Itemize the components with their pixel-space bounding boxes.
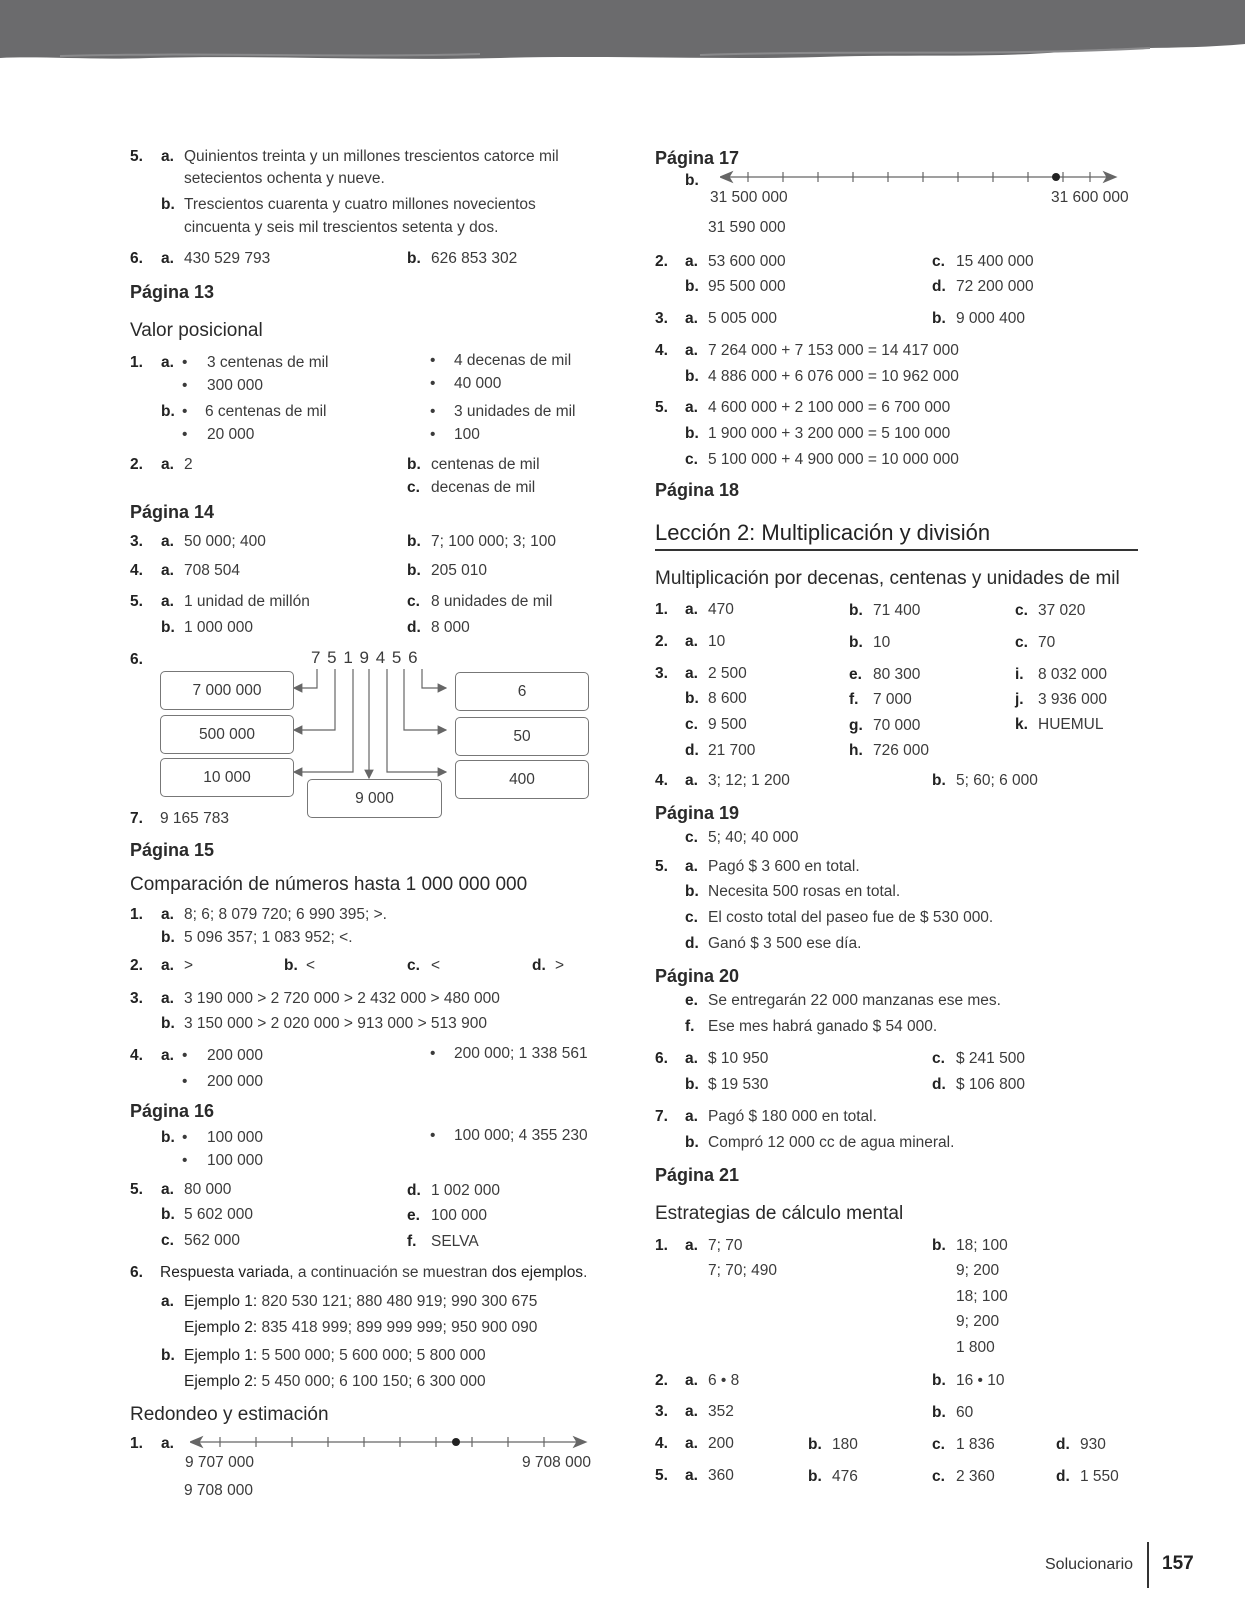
m4b-letter: b. xyxy=(932,772,946,789)
q7-number: 7. xyxy=(130,810,143,827)
c2b-letter: b. xyxy=(284,957,298,974)
m1c-answer: 37 020 xyxy=(1038,602,1086,619)
r5b-answer: 1 900 000 + 3 200 000 = 5 100 000 xyxy=(708,425,951,442)
heading-pagina-13: Página 13 xyxy=(130,282,215,302)
e2a-letter: a. xyxy=(685,1372,698,1389)
e3b-answer: 60 xyxy=(956,1404,974,1421)
r5a-answer: 4 600 000 + 2 100 000 = 6 700 000 xyxy=(708,399,951,416)
vp1a-item3: 4 decenas de mil xyxy=(454,352,572,369)
r4-number: 4. xyxy=(655,342,668,359)
r2d-answer: 72 200 000 xyxy=(956,278,1034,295)
m4-number: 4. xyxy=(655,772,668,789)
c1-number: 1. xyxy=(130,906,143,923)
c3b-letter: b. xyxy=(161,1015,175,1032)
m3g-letter: g. xyxy=(849,717,863,734)
p16-5a-letter: a. xyxy=(161,1181,174,1198)
heading-pagina-20: Página 20 xyxy=(655,966,740,986)
e1b-line2: 9; 200 xyxy=(956,1262,1000,1279)
bullet: • xyxy=(182,1047,188,1064)
vp1b-item1: 6 centenas de mil xyxy=(205,403,327,420)
p20-7-number: 7. xyxy=(655,1108,668,1125)
footer-divider xyxy=(1147,1542,1149,1588)
heading-pagina-21: Página 21 xyxy=(655,1165,740,1185)
m1b-answer: 71 400 xyxy=(873,602,921,619)
p16-6b-example1: Ejemplo 1: 5 500 000; 5 600 000; 5 800 000 xyxy=(184,1347,486,1364)
m3d-letter: d. xyxy=(685,742,699,759)
r2-number: 2. xyxy=(655,253,668,270)
q3b-answer: 7; 100 000; 3; 100 xyxy=(431,533,556,550)
c2d-answer: > xyxy=(555,957,565,974)
c3a-answer: 3 190 000 > 2 720 000 > 2 432 000 > 480 000 xyxy=(184,990,500,1007)
m1a-answer: 470 xyxy=(708,601,734,618)
q5b-line2: cincuenta y seis mil trescientos setenta y dos. xyxy=(184,219,499,236)
r3a-answer: 5 005 000 xyxy=(708,310,777,327)
m2b-answer: 10 xyxy=(873,634,891,651)
m2a-answer: 10 xyxy=(708,633,726,650)
q5a-line1: Quinientos treinta y un millones trescientos catorce mil xyxy=(184,148,559,165)
e1a-line1: 7; 70 xyxy=(708,1237,743,1254)
vp1b-item4: 100 xyxy=(454,426,480,443)
p20-7b-answer: Compró 12 000 cc de agua mineral. xyxy=(708,1134,955,1151)
e5d-answer: 1 550 xyxy=(1080,1468,1119,1485)
e5a-answer: 360 xyxy=(708,1467,734,1484)
number-line-2 xyxy=(720,167,1120,187)
r2a-answer: 53 600 000 xyxy=(708,253,786,270)
q5-14c-letter: c. xyxy=(407,593,420,610)
p16-5c-letter: c. xyxy=(161,1232,174,1249)
place-box-500000: 500 000 xyxy=(160,715,294,754)
m3j-answer: 3 936 000 xyxy=(1038,691,1107,708)
bullet: • xyxy=(182,1129,188,1146)
p20f-letter: f. xyxy=(685,1018,695,1035)
bullet: • xyxy=(430,352,436,369)
p20-6c-letter: c. xyxy=(932,1050,945,1067)
m3a-letter: a. xyxy=(685,665,698,682)
r4a-letter: a. xyxy=(685,342,698,359)
heading-pagina-15: Página 15 xyxy=(130,840,215,860)
r4b-letter: b. xyxy=(685,368,699,385)
q4b-letter: b. xyxy=(407,562,421,579)
p20-6-number: 6. xyxy=(655,1050,668,1067)
p19-5c-letter: c. xyxy=(685,909,698,926)
m2b-letter: b. xyxy=(849,634,863,651)
heading-pagina-17: Página 17 xyxy=(655,148,740,168)
vp2c-letter: c. xyxy=(407,479,420,496)
q4a-letter: a. xyxy=(161,562,174,579)
m3f-answer: 7 000 xyxy=(873,691,912,708)
q4a-answer: 708 504 xyxy=(184,562,241,579)
p16-5d-letter: d. xyxy=(407,1182,421,1199)
q6a-letter: a. xyxy=(161,250,174,267)
m3j-letter: j. xyxy=(1015,691,1024,708)
c2d-letter: d. xyxy=(532,957,546,974)
heading-multiplicacion: Multiplicación por decenas, centenas y unidades de mil xyxy=(655,568,1120,589)
r1a-letter: a. xyxy=(161,1435,174,1452)
e1a-line2: 7; 70; 490 xyxy=(708,1262,777,1279)
e3a-letter: a. xyxy=(685,1403,698,1420)
q3-number: 3. xyxy=(130,533,143,550)
p16-6a-example2: Ejemplo 2: 835 418 999; 899 999 999; 950 900 090 xyxy=(184,1319,538,1336)
vp2a-answer: 2 xyxy=(184,456,193,473)
vp2a-letter: a. xyxy=(161,456,174,473)
m3c-letter: c. xyxy=(685,716,698,733)
c1a-letter: a. xyxy=(161,906,174,923)
m4a-letter: a. xyxy=(685,772,698,789)
r4b-answer: 4 886 000 + 6 076 000 = 10 962 000 xyxy=(708,368,959,385)
bullet: • xyxy=(182,426,188,443)
m3k-answer: HUEMUL xyxy=(1038,716,1104,733)
c4a-item1: 200 000 xyxy=(207,1047,264,1064)
q5-14b-letter: b. xyxy=(161,619,175,636)
p19-5a-answer: Pagó $ 3 600 en total. xyxy=(708,858,860,875)
e4d-letter: d. xyxy=(1056,1436,1070,1453)
e4a-answer: 200 xyxy=(708,1435,734,1452)
r5c-answer: 5 100 000 + 4 900 000 = 10 000 000 xyxy=(708,451,959,468)
c4a-item3: 200 000; 1 338 561 xyxy=(454,1045,588,1062)
q5-14a-answer: 1 unidad de millón xyxy=(184,593,310,610)
e5a-letter: a. xyxy=(685,1467,698,1484)
c3b-answer: 3 150 000 > 2 020 000 > 913 000 > 513 900 xyxy=(184,1015,487,1032)
c2c-answer: < xyxy=(431,957,441,974)
bullet: • xyxy=(430,1127,436,1144)
m2c-answer: 70 xyxy=(1038,634,1056,651)
number-line-1-left-label: 9 707 000 xyxy=(185,1454,254,1471)
e5-number: 5. xyxy=(655,1467,668,1484)
m3h-letter: h. xyxy=(849,742,863,759)
p20e-answer: Se entregarán 22 000 manzanas ese mes. xyxy=(708,992,1001,1009)
c3a-letter: a. xyxy=(161,990,174,1007)
place-box-9000: 9 000 xyxy=(307,779,442,818)
bullet: • xyxy=(430,375,436,392)
p16b-item2: 100 000 xyxy=(207,1152,264,1169)
q5-14a-letter: a. xyxy=(161,593,174,610)
number-line-2-left-label: 31 500 000 xyxy=(710,189,788,206)
p16-6a-letter: a. xyxy=(161,1293,174,1310)
e3-number: 3. xyxy=(655,1403,668,1420)
p19-5-number: 5. xyxy=(655,858,668,875)
p20-6a-letter: a. xyxy=(685,1050,698,1067)
vp2-number: 2. xyxy=(130,456,143,473)
p19-5b-answer: Necesita 500 rosas en total. xyxy=(708,883,901,900)
number-line-2-right-label: 31 600 000 xyxy=(1051,189,1129,206)
m3c-answer: 9 500 xyxy=(708,716,747,733)
lesson-underline xyxy=(655,549,1138,551)
e4c-answer: 1 836 xyxy=(956,1436,995,1453)
footer-label: Solucionario xyxy=(1045,1556,1134,1573)
q7-answer: 9 165 783 xyxy=(160,810,229,827)
p19-5c-answer: El costo total del paseo fue de $ 530 000. xyxy=(708,909,994,926)
m3a-answer: 2 500 xyxy=(708,665,747,682)
q5-14d-letter: d. xyxy=(407,619,421,636)
p20e-letter: e. xyxy=(685,992,698,1009)
place-box-50: 50 xyxy=(455,717,589,756)
vp1b-letter: b. xyxy=(161,403,175,420)
c2a-answer: > xyxy=(184,957,194,974)
p16-5d-answer: 1 002 000 xyxy=(431,1182,500,1199)
c4a-item2: 200 000 xyxy=(207,1073,264,1090)
c3-number: 3. xyxy=(130,990,143,1007)
q6b-letter: b. xyxy=(407,250,421,267)
p20-6a-answer: $ 10 950 xyxy=(708,1050,769,1067)
e5d-letter: d. xyxy=(1056,1468,1070,1485)
page-number: 157 xyxy=(1162,1553,1194,1574)
e4b-answer: 180 xyxy=(832,1436,858,1453)
m1a-letter: a. xyxy=(685,601,698,618)
vp2b-answer: centenas de mil xyxy=(431,456,540,473)
p20-6b-answer: $ 19 530 xyxy=(708,1076,769,1093)
r5c-letter: c. xyxy=(685,451,698,468)
heading-leccion-2: Lección 2: Multiplicación y división xyxy=(655,520,991,545)
place-box-10000: 10 000 xyxy=(160,758,294,797)
e1b-line1: 18; 100 xyxy=(956,1237,1008,1254)
p16-6b-example2: Ejemplo 2: 5 450 000; 6 100 150; 6 300 000 xyxy=(184,1373,486,1390)
r3b-letter: b. xyxy=(932,310,946,327)
m3f-letter: f. xyxy=(849,691,859,708)
e3b-letter: b. xyxy=(932,1404,946,1421)
bullet: • xyxy=(182,377,188,394)
m3e-answer: 80 300 xyxy=(873,666,921,683)
c1b-letter: b. xyxy=(161,929,175,946)
heading-valor-posicional: Valor posicional xyxy=(130,320,263,341)
c2a-letter: a. xyxy=(161,957,174,974)
p16b-letter: b. xyxy=(161,1129,175,1146)
q5a-line2: setecientos ochenta y nueve. xyxy=(184,170,385,187)
p16-5b-letter: b. xyxy=(161,1206,175,1223)
number-line-1 xyxy=(190,1432,590,1452)
p19-5d-letter: d. xyxy=(685,935,699,952)
m3g-answer: 70 000 xyxy=(873,717,921,734)
m2a-letter: a. xyxy=(685,633,698,650)
p16-6-number: 6. xyxy=(130,1264,143,1281)
p20-6c-answer: $ 241 500 xyxy=(956,1050,1025,1067)
e4d-answer: 930 xyxy=(1080,1436,1106,1453)
number-line-1-right-label: 9 708 000 xyxy=(522,1454,591,1471)
heading-pagina-19: Página 19 xyxy=(655,803,740,823)
p16-5e-letter: e. xyxy=(407,1207,420,1224)
m3d-answer: 21 700 xyxy=(708,742,756,759)
m2-number: 2. xyxy=(655,633,668,650)
m3i-letter: i. xyxy=(1015,666,1024,683)
p16b-item3: 100 000; 4 355 230 xyxy=(454,1127,588,1144)
e5c-letter: c. xyxy=(932,1468,945,1485)
q3a-letter: a. xyxy=(161,533,174,550)
e1b-line5: 1 800 xyxy=(956,1339,995,1356)
bullet: • xyxy=(182,354,188,371)
r5a-letter: a. xyxy=(685,399,698,416)
q5b-line1: Trescientos cuarenta y cuatro millones novecientos xyxy=(184,196,536,213)
c1b-answer: 5 096 357; 1 083 952; <. xyxy=(184,929,353,946)
r2c-answer: 15 400 000 xyxy=(956,253,1034,270)
p20f-answer: Ese mes habrá ganado $ 54 000. xyxy=(708,1018,938,1035)
e5b-letter: b. xyxy=(808,1468,822,1485)
vp2b-letter: b. xyxy=(407,456,421,473)
r3b-answer: 9 000 400 xyxy=(956,310,1025,327)
e4b-letter: b. xyxy=(808,1436,822,1453)
c2b-answer: < xyxy=(306,957,316,974)
p20-7b-letter: b. xyxy=(685,1134,699,1151)
vp1a-item4: 40 000 xyxy=(454,375,502,392)
r3-number: 3. xyxy=(655,310,668,327)
m3e-letter: e. xyxy=(849,666,862,683)
vp1b-item2: 20 000 xyxy=(207,426,255,443)
r1-number: 1. xyxy=(130,1435,143,1452)
p16-5e-answer: 100 000 xyxy=(431,1207,488,1224)
e1b-line3: 18; 100 xyxy=(956,1288,1008,1305)
e1a-letter: a. xyxy=(685,1237,698,1254)
p20-7a-letter: a. xyxy=(685,1108,698,1125)
p20-6b-letter: b. xyxy=(685,1076,699,1093)
e1b-letter: b. xyxy=(932,1237,946,1254)
m3h-answer: 726 000 xyxy=(873,742,930,759)
vp2c-answer: decenas de mil xyxy=(431,479,536,496)
q3b-letter: b. xyxy=(407,533,421,550)
q6-number: 6. xyxy=(130,250,143,267)
e4a-letter: a. xyxy=(685,1435,698,1452)
r2a-letter: a. xyxy=(685,253,698,270)
p19-5d-answer: Ganó $ 3 500 ese día. xyxy=(708,935,862,952)
place-box-400: 400 xyxy=(455,760,589,799)
p20-7a-answer: Pagó $ 180 000 en total. xyxy=(708,1108,877,1125)
p16-5b-answer: 5 602 000 xyxy=(184,1206,253,1223)
m2c-letter: c. xyxy=(1015,634,1028,651)
m3-number: 3. xyxy=(655,665,668,682)
r2d-letter: d. xyxy=(932,278,946,295)
p16-5c-answer: 562 000 xyxy=(184,1232,241,1249)
p19-5b-letter: b. xyxy=(685,883,699,900)
m3k-letter: k. xyxy=(1015,716,1028,733)
p19c-answer: 5; 40; 40 000 xyxy=(708,829,799,846)
m3b-answer: 8 600 xyxy=(708,690,747,707)
heading-redondeo: Redondeo y estimación xyxy=(130,1404,329,1425)
p16-6a-example1: Ejemplo 1: 820 530 121; 880 480 919; 990 300 675 xyxy=(184,1293,538,1310)
q5-14c-answer: 8 unidades de mil xyxy=(431,593,553,610)
vp1a-item2: 300 000 xyxy=(207,377,264,394)
m1-number: 1. xyxy=(655,601,668,618)
q6a-answer: 430 529 793 xyxy=(184,250,271,267)
p16-5f-answer: SELVA xyxy=(431,1233,479,1250)
r4a-answer: 7 264 000 + 7 153 000 = 14 417 000 xyxy=(708,342,959,359)
p20-6d-letter: d. xyxy=(932,1076,946,1093)
digits-number: 7 5 1 9 4 5 6 xyxy=(311,648,419,667)
p16-5f-letter: f. xyxy=(407,1233,417,1250)
p16-5a-answer: 80 000 xyxy=(184,1181,232,1198)
bullet: • xyxy=(430,403,436,420)
q5-14b-answer: 1 000 000 xyxy=(184,619,253,636)
heading-pagina-16: Página 16 xyxy=(130,1101,215,1121)
number-line-2-answer: 31 590 000 xyxy=(708,219,786,236)
e4c-letter: c. xyxy=(932,1436,945,1453)
vp1a-letter: a. xyxy=(161,354,174,371)
bullet: • xyxy=(430,426,436,443)
heading-pagina-18: Página 18 xyxy=(655,480,740,500)
bullet: • xyxy=(182,1073,188,1090)
place-box-6: 6 xyxy=(455,672,589,711)
c2-number: 2. xyxy=(130,957,143,974)
place-box-7000000: 7 000 000 xyxy=(160,671,294,710)
p16-6-sentence: Respuesta variada, a continuación se muestran dos ejemplos. xyxy=(160,1264,588,1281)
m3b-letter: b. xyxy=(685,690,699,707)
q6-14-number: 6. xyxy=(130,651,143,668)
p17b-letter: b. xyxy=(685,172,699,189)
r2b-answer: 95 500 000 xyxy=(708,278,786,295)
c4a-letter: a. xyxy=(161,1047,174,1064)
e1b-line4: 9; 200 xyxy=(956,1313,1000,1330)
r2b-letter: b. xyxy=(685,278,699,295)
e1-number: 1. xyxy=(655,1237,668,1254)
c4-number: 4. xyxy=(130,1047,143,1064)
m1b-letter: b. xyxy=(849,602,863,619)
e2b-answer: 16 • 10 xyxy=(956,1372,1005,1389)
q4-number: 4. xyxy=(130,562,143,579)
p19-5a-letter: a. xyxy=(685,858,698,875)
q6b-answer: 626 853 302 xyxy=(431,250,518,267)
r2c-letter: c. xyxy=(932,253,945,270)
e2a-answer: 6 • 8 xyxy=(708,1372,740,1389)
q4b-answer: 205 010 xyxy=(431,562,488,579)
m1c-letter: c. xyxy=(1015,602,1028,619)
number-line-1-answer: 9 708 000 xyxy=(184,1482,253,1499)
bullet: • xyxy=(430,1045,436,1062)
bullet: • xyxy=(182,403,188,420)
r5-number: 5. xyxy=(655,399,668,416)
m4b-answer: 5; 60; 6 000 xyxy=(956,772,1038,789)
p20-6d-answer: $ 106 800 xyxy=(956,1076,1025,1093)
q3a-answer: 50 000; 400 xyxy=(184,533,266,550)
heading-comparacion: Comparación de números hasta 1 000 000 000 xyxy=(130,874,528,895)
heading-pagina-14: Página 14 xyxy=(130,502,215,522)
c1a-answer: 8; 6; 8 079 720; 6 990 395; >. xyxy=(184,906,387,923)
bullet: • xyxy=(182,1152,188,1169)
e2-number: 2. xyxy=(655,1372,668,1389)
e5c-answer: 2 360 xyxy=(956,1468,995,1485)
m3i-answer: 8 032 000 xyxy=(1038,666,1107,683)
r5b-letter: b. xyxy=(685,425,699,442)
heading-estrategias: Estrategias de cálculo mental xyxy=(655,1203,904,1224)
e4-number: 4. xyxy=(655,1435,668,1452)
r3a-letter: a. xyxy=(685,310,698,327)
q5-number: 5. xyxy=(130,148,143,165)
e3a-answer: 352 xyxy=(708,1403,734,1420)
q5-14-number: 5. xyxy=(130,593,143,610)
e2b-letter: b. xyxy=(932,1372,946,1389)
m4a-answer: 3; 12; 1 200 xyxy=(708,772,790,789)
vp1-number: 1. xyxy=(130,354,143,371)
p19c-letter: c. xyxy=(685,829,698,846)
e5b-answer: 476 xyxy=(832,1468,858,1485)
p16b-item1: 100 000 xyxy=(207,1129,264,1146)
q5-14d-answer: 8 000 xyxy=(431,619,470,636)
top-banner xyxy=(0,0,1245,72)
vp1a-item1: 3 centenas de mil xyxy=(207,354,329,371)
c2c-letter: c. xyxy=(407,957,420,974)
q5a-letter: a. xyxy=(161,148,174,165)
p16-6b-letter: b. xyxy=(161,1347,175,1364)
vp1b-item3: 3 unidades de mil xyxy=(454,403,576,420)
p16-5-number: 5. xyxy=(130,1181,143,1198)
q5b-letter: b. xyxy=(161,196,175,213)
